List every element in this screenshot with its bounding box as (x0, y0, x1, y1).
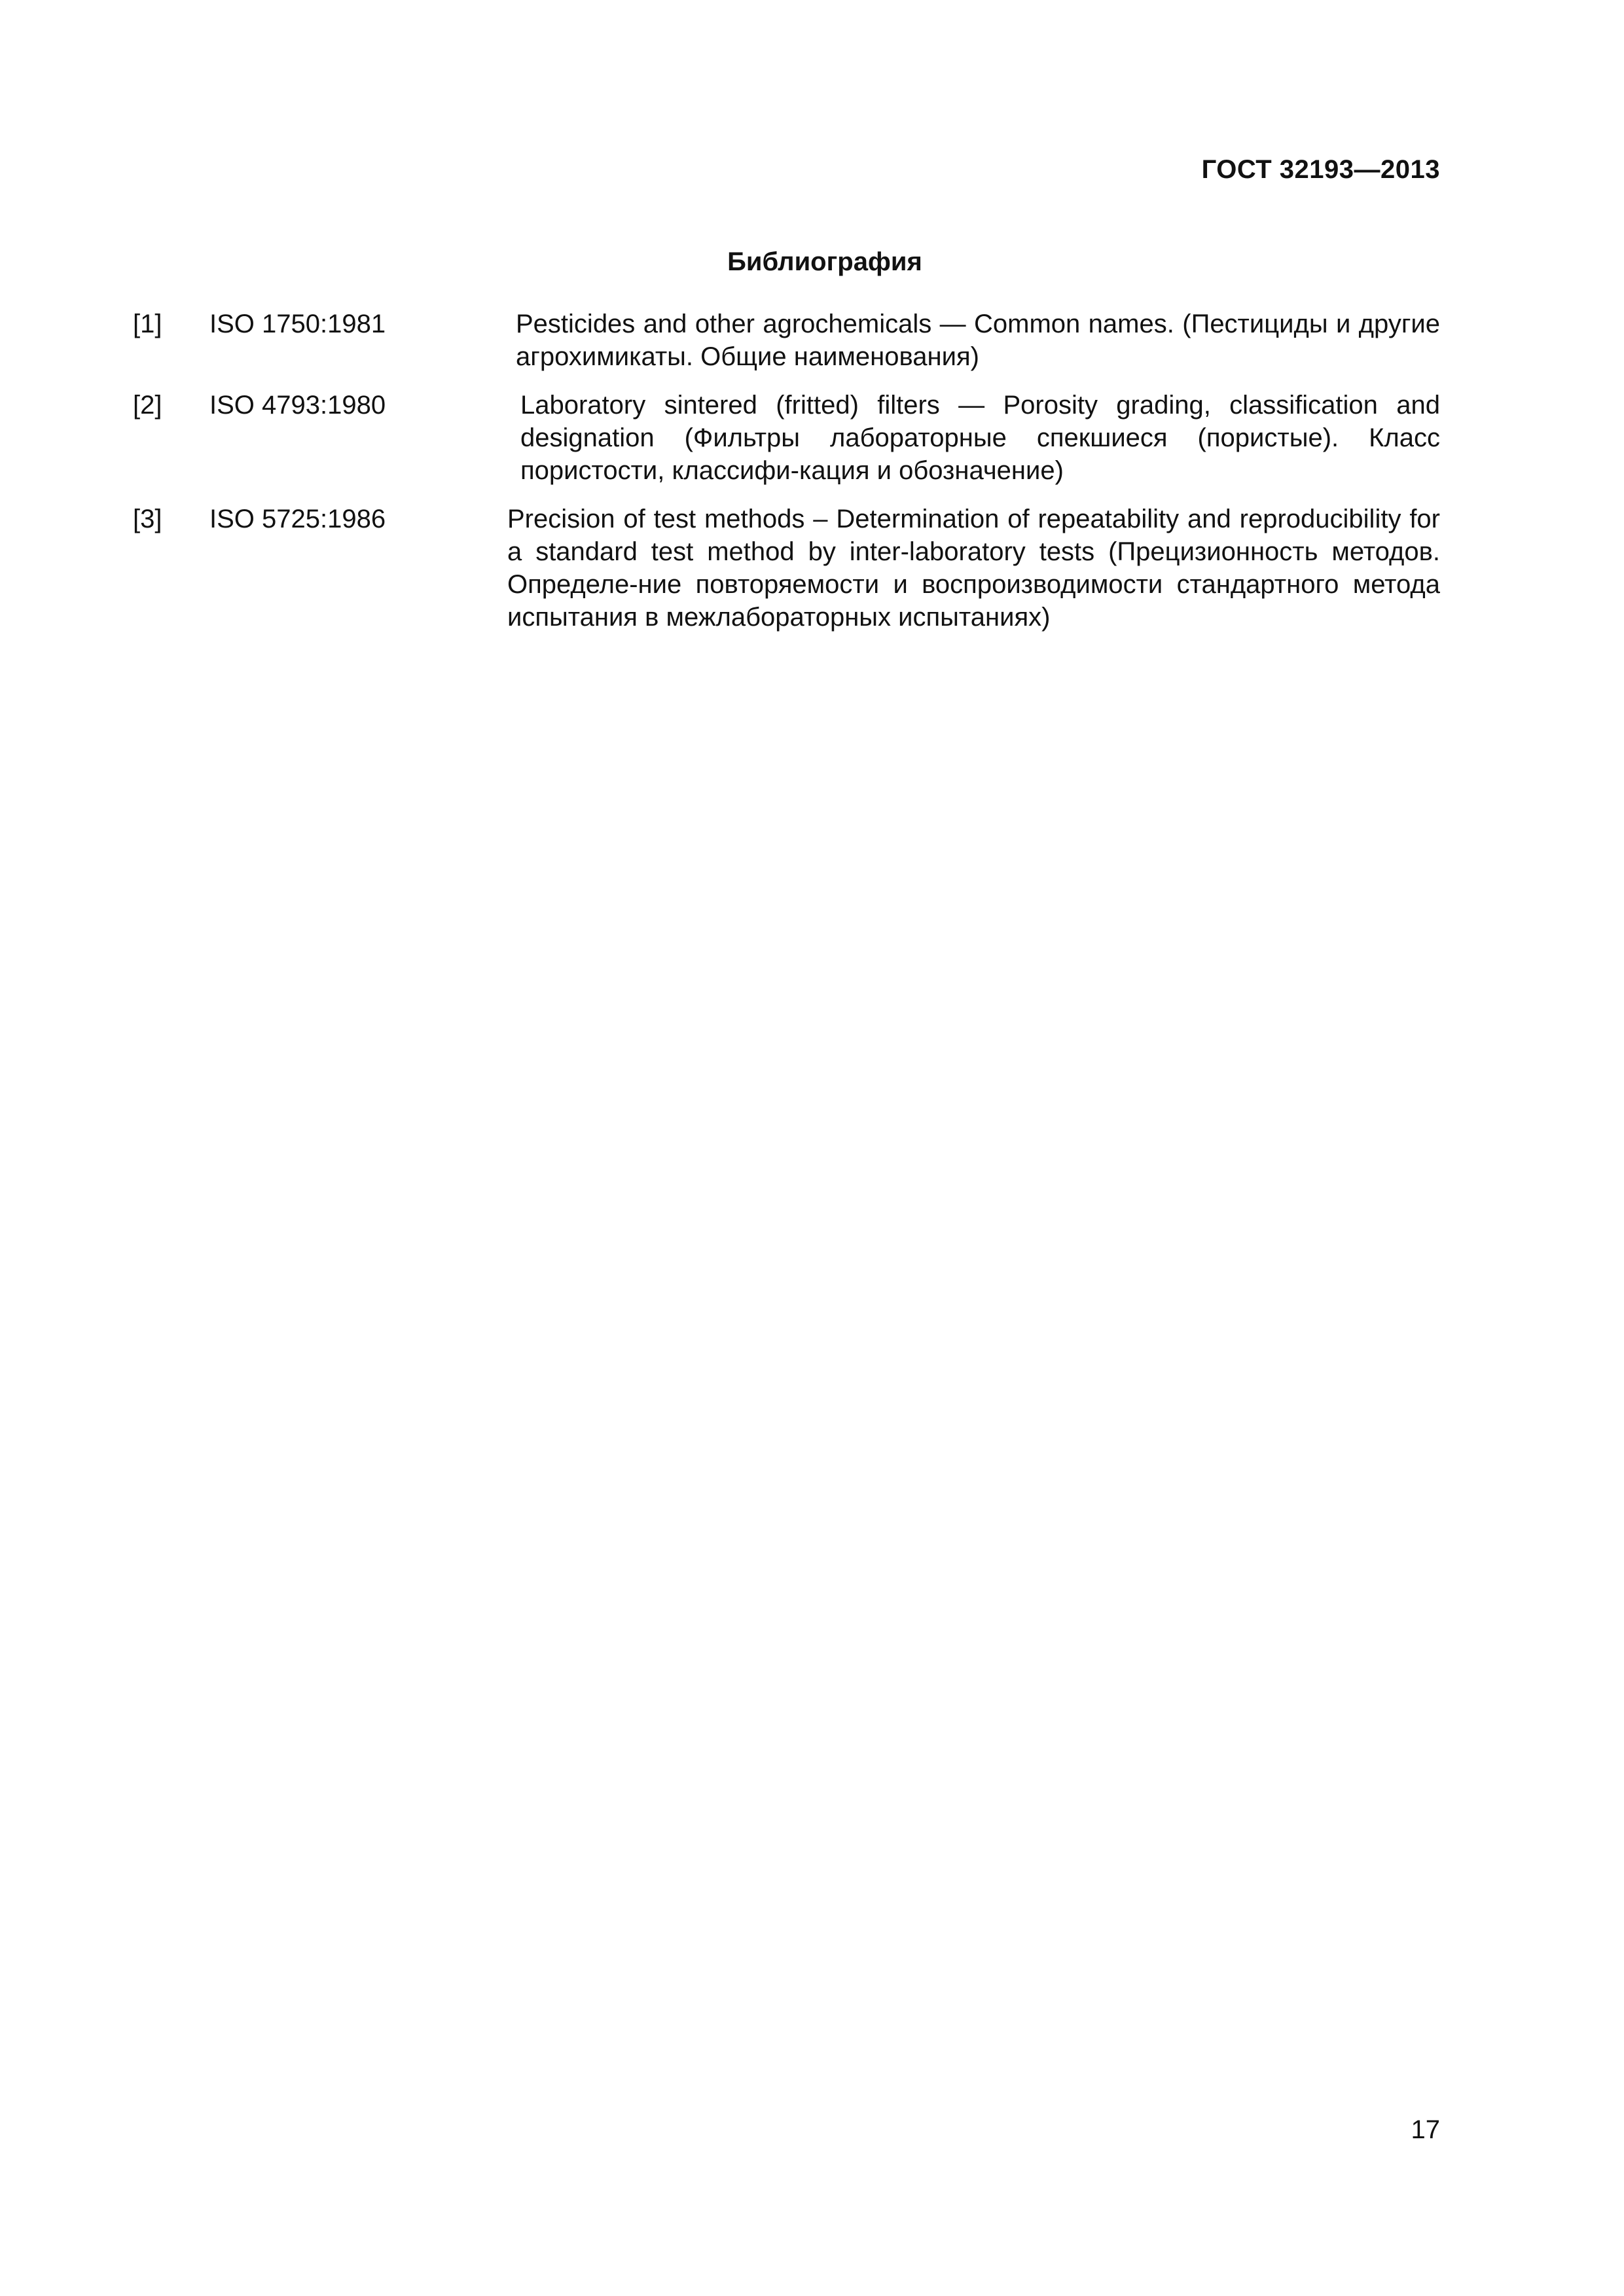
entry-standard-code: ISO 5725:1986 (209, 505, 386, 533)
entry-description: Pesticides and other agrochemicals — Common names. (Пестициды и другие агрохимикаты. Общие наименования) (516, 310, 1440, 371)
entry-standard-code: ISO 1750:1981 (209, 310, 386, 338)
entry-number: [2] (133, 391, 162, 420)
entry-description: Laboratory sintered (fritted) filters — Porosity grading, classification and designation (Фильтры лабораторные спекшиеся (пористые). Класс пористости, классифи-кация и обозначение) (520, 391, 1440, 485)
bibliography-title: Библиография (727, 247, 922, 276)
page-number: 17 (1411, 2115, 1440, 2144)
bibliography-list (133, 308, 1440, 649)
entry-description: Precision of test methods – Determination of repeatability and reproducibility for a standard test method by inter-laboratory tests (Прецизионность методов. Определе-ние повторяемости и воспроизводимости стандартного метода испытания в межлабораторных испытаниях) (507, 505, 1440, 632)
entry-number: [3] (133, 505, 162, 533)
bibliography-entry (133, 503, 1440, 634)
bibliography-entry (133, 389, 1440, 487)
document-code: ГОСТ 32193—2013 (1201, 155, 1440, 184)
bibliography-entry (133, 308, 1440, 373)
entry-number: [1] (133, 310, 162, 338)
entry-standard-code: ISO 4793:1980 (209, 391, 386, 420)
